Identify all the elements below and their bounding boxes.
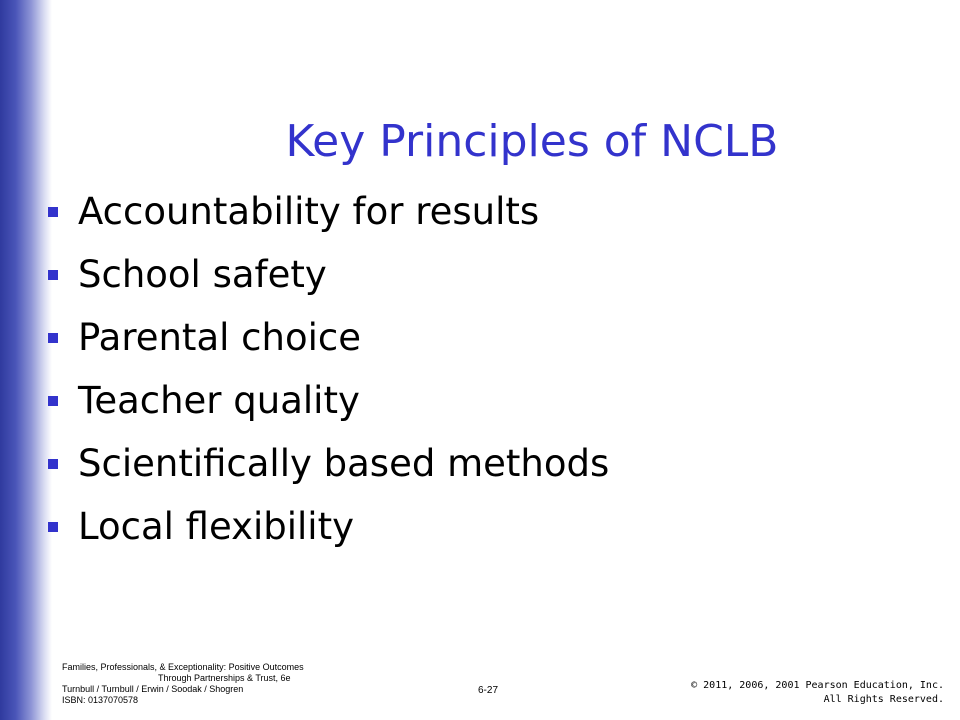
copyright-line1: © 2011, 2006, 2001 Pearson Education, Inc. — [691, 680, 944, 691]
bullet-square-icon — [48, 333, 58, 343]
bullet-text: Accountability for results — [78, 190, 540, 233]
bullet-item — [48, 243, 609, 306]
bullet-square-icon — [48, 270, 58, 280]
bullet-square-icon — [48, 522, 58, 532]
footer-authors: Turnbull / Turnbull / Erwin / Soodak / Shogren — [62, 684, 244, 694]
bullet-list — [48, 180, 609, 558]
bullet-text: Parental choice — [78, 316, 361, 359]
footer-book-title-line2: Through Partnerships & Trust, 6e — [158, 673, 291, 683]
bullet-item — [48, 369, 609, 432]
bullet-text: Scientifically based methods — [78, 442, 610, 485]
bullet-square-icon — [48, 396, 58, 406]
footer-book-info — [62, 662, 304, 706]
bullet-text: Teacher quality — [78, 379, 360, 422]
bullet-item — [48, 180, 609, 243]
left-gradient-bar — [0, 0, 52, 720]
footer-copyright — [691, 679, 944, 707]
footer-isbn: ISBN: 0137070578 — [62, 695, 139, 705]
slide-title: Key Principles of NCLB — [285, 116, 779, 167]
footer-book-title-line1: Families, Professionals, & Exceptionality: Positive Outcomes — [62, 662, 304, 672]
bullet-square-icon — [48, 459, 58, 469]
bullet-square-icon — [48, 207, 58, 217]
bullet-item — [48, 495, 609, 558]
copyright-line2: All Rights Reserved. — [823, 694, 944, 705]
bullet-item — [48, 306, 609, 369]
bullet-item — [48, 432, 609, 495]
bullet-text: Local flexibility — [78, 505, 354, 548]
bullet-text: School safety — [78, 253, 327, 296]
slide-number: 6-27 — [478, 685, 499, 696]
